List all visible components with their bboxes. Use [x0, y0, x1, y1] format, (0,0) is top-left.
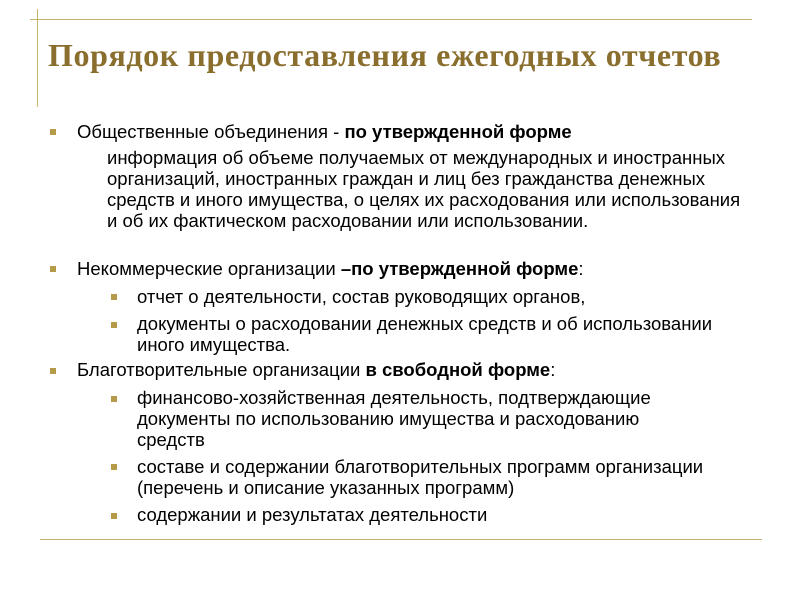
item-text: Некоммерческие организации — [77, 258, 341, 279]
item-suffix: : — [550, 359, 556, 380]
item-text: информация об объеме получаемых от международных и иностранных организаций, иностранных граждан и лиц без гражданства денежных средств и иного имущества, о целях их расходования или использования и об их фактическом расходовании или использовании. — [107, 147, 741, 231]
item-emphasis: по утвержденной форме — [344, 121, 572, 142]
sub-item-financial-activity — [137, 387, 697, 450]
slide-title: Порядок предоставления ежегодных отчетов — [48, 37, 722, 73]
list-item-public-associations — [77, 121, 767, 142]
sub-item-activity-results — [137, 504, 762, 525]
sub-item-spending-documents — [137, 313, 762, 355]
bullet-square-icon — [50, 266, 56, 272]
bullet-square-icon — [111, 464, 117, 470]
item-suffix: : — [578, 258, 584, 279]
bullet-square-icon — [111, 322, 117, 328]
bullet-square-icon — [111, 294, 117, 300]
bullet-square-icon — [50, 368, 56, 374]
item-text: документы о расходовании денежных средств и об использовании иного имущества. — [137, 313, 713, 355]
item-text: Благотворительные организации — [77, 359, 366, 380]
sub-item-activity-report — [137, 286, 762, 307]
item-text: Общественные объединения - — [77, 121, 345, 142]
item-emphasis: в свободной форме — [365, 359, 551, 380]
list-item-charitable-organizations — [77, 359, 767, 380]
item-text: финансово-хозяйственная деятельность, подтверждающие документы по использованию имущества и расходованию средств — [137, 387, 651, 450]
item-text: отчет о деятельности, состав руководящих органов, — [137, 286, 586, 307]
item-text: содержании и результатах деятельности — [137, 504, 488, 525]
item-text: составе и содержании благотворительных программ организации (перечень и описание указанных программ) — [137, 456, 704, 498]
list-item-nonprofit-organizations — [77, 258, 767, 279]
sub-item-charity-programs — [137, 456, 737, 498]
list-item-info-paragraph — [107, 147, 747, 231]
bullet-square-icon — [111, 396, 117, 402]
item-emphasis: –по утвержденной форме — [340, 258, 579, 279]
bullet-square-icon — [50, 129, 56, 135]
bullet-square-icon — [111, 513, 117, 519]
